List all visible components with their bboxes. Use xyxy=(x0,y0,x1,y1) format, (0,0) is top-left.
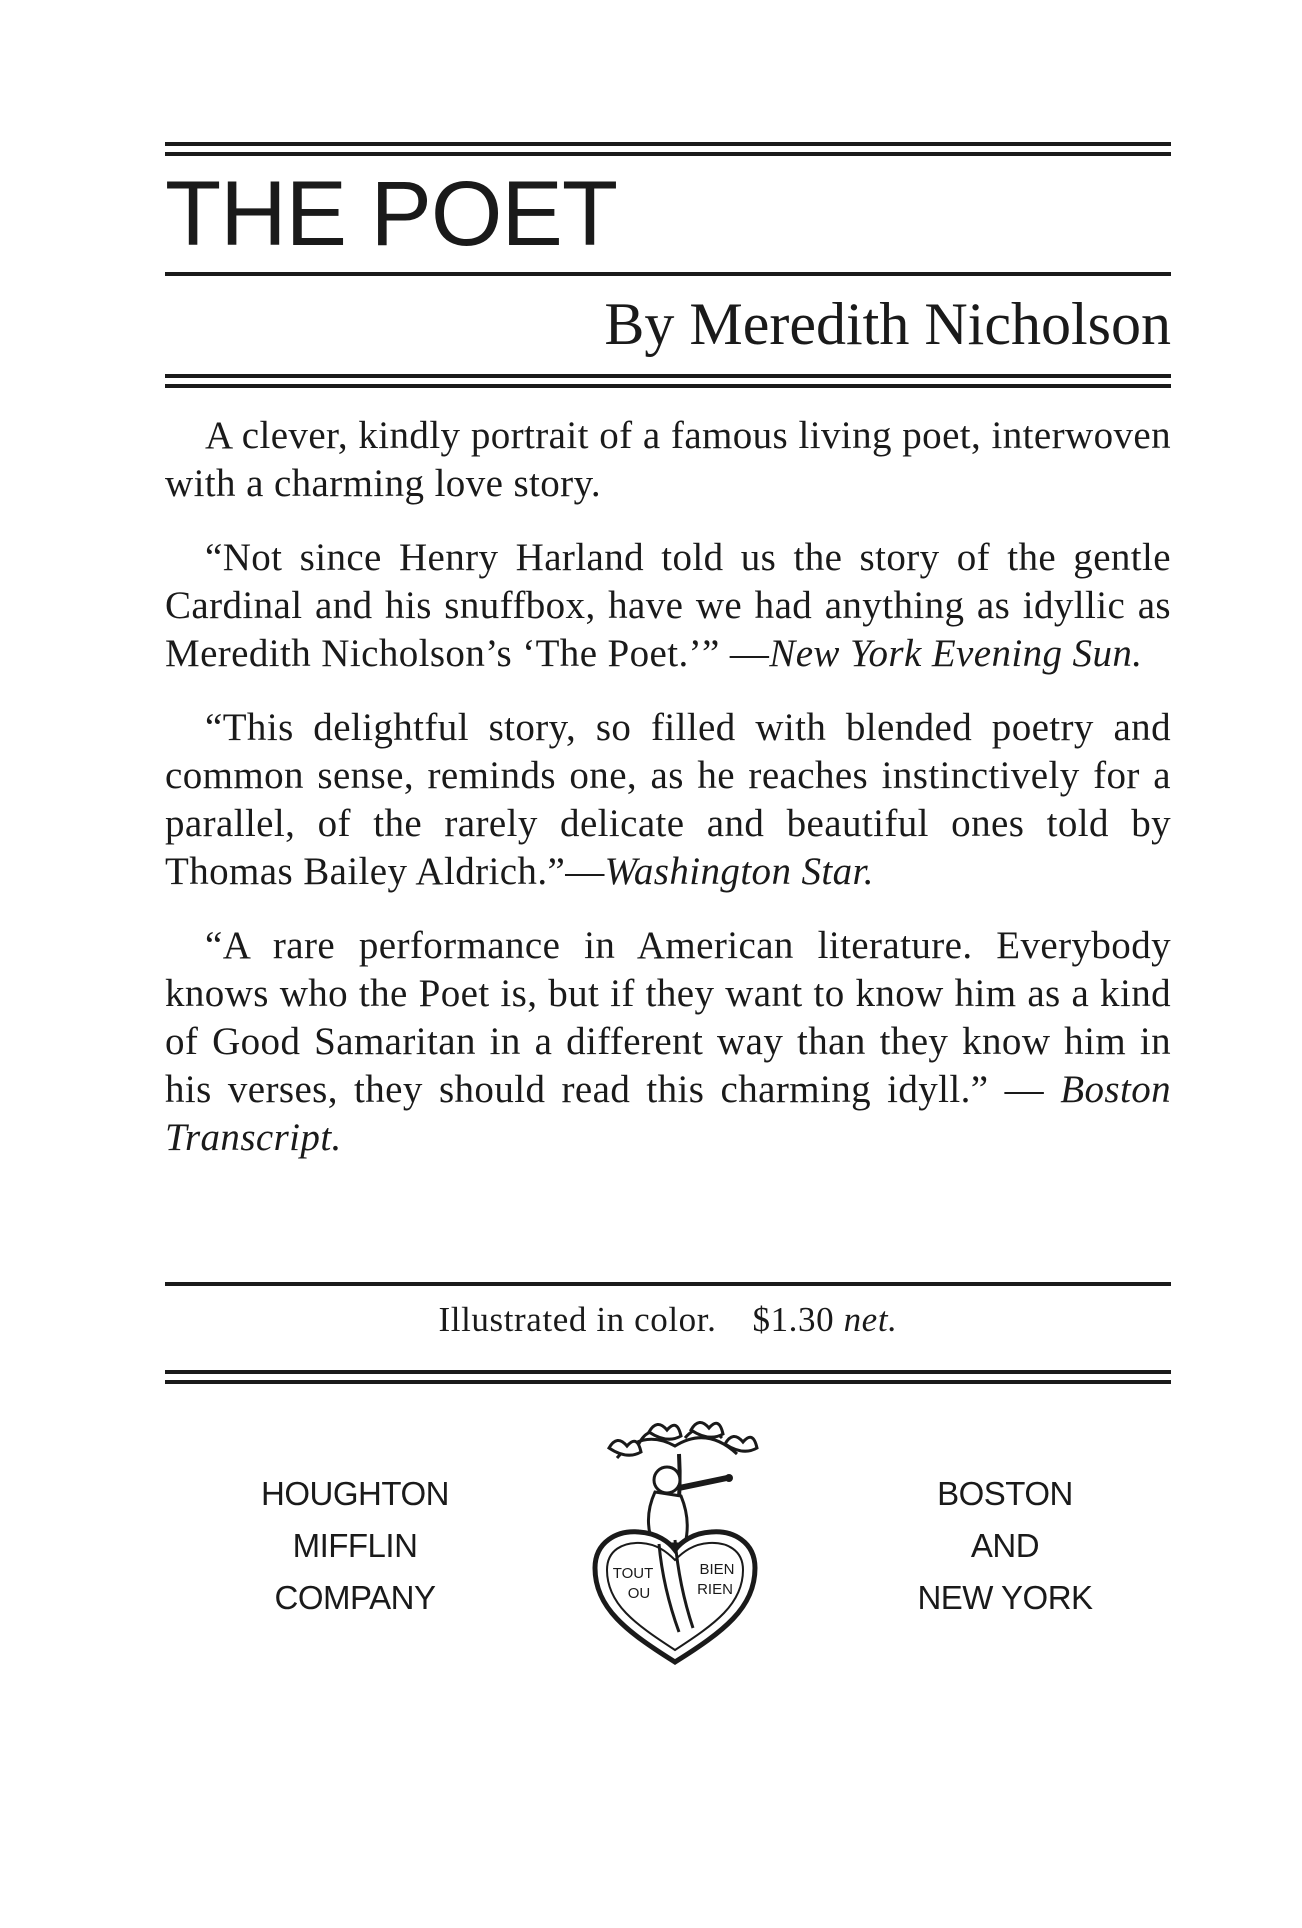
bottom-double-rule xyxy=(165,1370,1171,1384)
place-line: AND xyxy=(970,1527,1040,1564)
price-rule xyxy=(165,1282,1171,1286)
author-line: By Meredith Nicholson xyxy=(604,291,1171,357)
motto-right-top: BIEN xyxy=(699,1561,735,1578)
book-title: THE POET xyxy=(165,163,618,265)
publisher-place xyxy=(855,1468,1155,1624)
review-quote: “A rare performance in American literature. Everybody knows who the Poet is, but if they want to know him as a kind of Good Samaritan in a different way than they know him in his verses, they should read this charming idyll.” — xyxy=(165,924,1171,1111)
publisher-line: MIFFLIN xyxy=(292,1527,418,1564)
top-double-rule xyxy=(165,142,1171,156)
paragraph-review xyxy=(165,534,1171,678)
motto-right-bottom: RIEN xyxy=(697,1581,733,1598)
net-label: net. xyxy=(843,1300,898,1339)
motto-left-bottom: OU xyxy=(627,1585,651,1602)
publisher-line: HOUGHTON xyxy=(261,1475,449,1512)
publisher-name xyxy=(205,1468,505,1624)
publisher-device-icon xyxy=(587,1418,763,1668)
place-line: BOSTON xyxy=(937,1475,1073,1512)
paragraph-review xyxy=(165,922,1171,1162)
review-source: New York Evening Sun. xyxy=(769,632,1143,675)
author-double-rule xyxy=(165,374,1171,388)
title-rule xyxy=(165,272,1171,276)
motto-left-top: TOUT xyxy=(612,1565,654,1582)
place-line: NEW YORK xyxy=(917,1579,1093,1616)
paragraph-text: A clever, kindly portrait of a famous living poet, interwoven with a charming love story. xyxy=(165,414,1171,505)
review-source: Boston Transcript. xyxy=(165,1068,1172,1159)
paragraph-review xyxy=(165,704,1171,896)
publisher-line: COMPANY xyxy=(274,1579,436,1616)
price-line xyxy=(165,1298,1171,1342)
paragraph-description xyxy=(165,412,1171,508)
review-quote: “This delightful story, so filled with blended poetry and common sense, reminds one, as he reaches instinctively for a parallel, of the rarely delicate and beautiful ones told by Thomas Bailey Aldrich.”— xyxy=(165,706,1171,893)
review-text xyxy=(165,412,1171,1162)
illustrated-note: Illustrated in color. xyxy=(438,1300,717,1339)
page xyxy=(165,0,1171,1928)
review-source: Washington Star. xyxy=(604,850,874,893)
price: $1.30 xyxy=(752,1300,835,1339)
review-quote: “Not since Henry Harland told us the story of the gentle Cardinal and his snuffbox, have we had anything as idyllic as Meredith Nicholson’s ‘The Poet.’” — xyxy=(165,536,1171,675)
